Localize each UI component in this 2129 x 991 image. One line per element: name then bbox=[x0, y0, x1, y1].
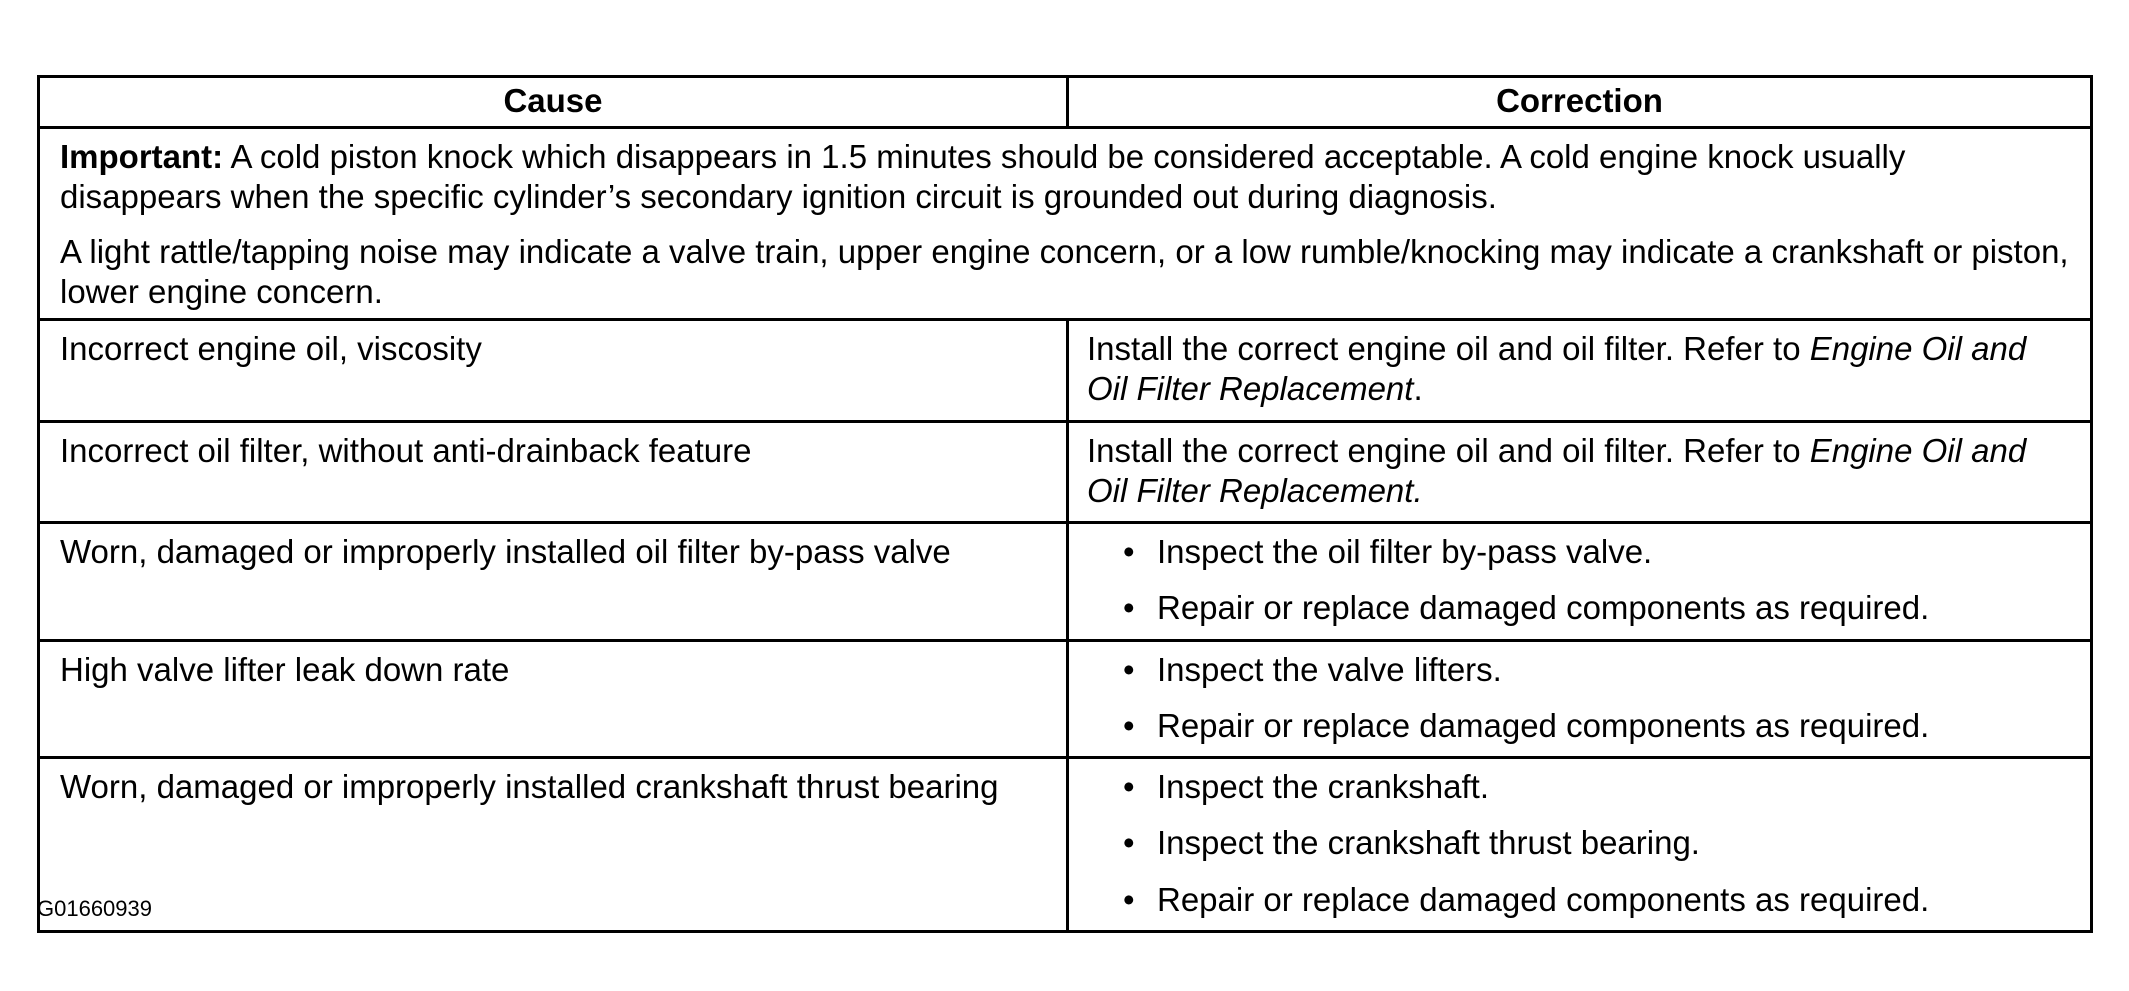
correction-step-text: Inspect the crankshaft thrust bearing. bbox=[1157, 824, 1700, 862]
important-label: Important: bbox=[60, 138, 224, 175]
correction-step-text: Inspect the crankshaft. bbox=[1157, 768, 1490, 805]
correction-step-text: Inspect the oil filter by-pass valve. bbox=[1157, 533, 1653, 570]
important-note-row bbox=[39, 128, 2092, 320]
correction-cell bbox=[1068, 523, 2092, 641]
correction-steps bbox=[1087, 532, 2070, 629]
cause-cell: Worn, damaged or improperly installed crankshaft thrust bearing bbox=[39, 758, 1068, 932]
bullet-icon: • bbox=[1123, 768, 1135, 805]
correction-step bbox=[1087, 532, 2070, 572]
correction-cell bbox=[1068, 640, 2092, 758]
correction-end: . bbox=[1413, 370, 1423, 408]
correction-header: Correction bbox=[1068, 77, 2092, 128]
correction-cell bbox=[1068, 320, 2092, 422]
correction-text: Install the correct engine oil and oil filter. Refer to bbox=[1087, 330, 1810, 367]
correction-step-text: Repair or replace damaged components as required. bbox=[1157, 589, 1930, 627]
correction-step-text: Inspect the valve lifters. bbox=[1157, 650, 1502, 688]
table-row bbox=[39, 758, 2092, 932]
bullet-icon: • bbox=[1123, 589, 1135, 627]
table-row bbox=[39, 523, 2092, 641]
correction-steps bbox=[1087, 650, 2070, 747]
bullet-icon: • bbox=[1123, 650, 1135, 688]
cause-header: Cause bbox=[39, 77, 1068, 128]
correction-step bbox=[1087, 767, 2070, 807]
table-header-row bbox=[39, 77, 2092, 128]
correction-step-text: Repair or replace damaged components as required. bbox=[1157, 880, 1930, 918]
correction-reference: Engine Oil and Oil Filter Replacement. bbox=[1087, 431, 2027, 509]
cause-correction-table bbox=[37, 75, 2093, 933]
cause-cell: High valve lifter leak down rate bbox=[39, 640, 1068, 758]
important-note-text: A cold piston knock which disappears in 1.5 minutes should be considered acceptable. A cold engine knock usually disappears when the specific cylinder’s secondary ignition circuit is grounded out during diagnosis. bbox=[60, 138, 1906, 216]
important-note-paragraph bbox=[60, 137, 2070, 218]
correction-step bbox=[1087, 588, 2070, 628]
bullet-icon: • bbox=[1123, 880, 1135, 918]
correction-cell bbox=[1068, 421, 2092, 523]
correction-step-text: Repair or replace damaged components as required. bbox=[1157, 706, 1930, 744]
correction-step bbox=[1087, 823, 2070, 863]
cause-cell: Worn, damaged or improperly installed oil filter by-pass valve bbox=[39, 523, 1068, 641]
correction-steps bbox=[1087, 767, 2070, 920]
correction-step bbox=[1087, 880, 2070, 920]
table-row bbox=[39, 640, 2092, 758]
correction-text: Install the correct engine oil and oil filter. Refer to bbox=[1087, 431, 1810, 469]
correction-step bbox=[1087, 706, 2070, 746]
correction-cell bbox=[1068, 758, 2092, 932]
table-row bbox=[39, 320, 2092, 422]
figure-id: G01660939 bbox=[37, 896, 152, 921]
correction-step bbox=[1087, 650, 2070, 690]
cause-cell: Incorrect oil filter, without anti-drainback feature bbox=[39, 421, 1068, 523]
correction-reference: Engine Oil and Oil Filter Replacement bbox=[1087, 330, 2027, 408]
bullet-icon: • bbox=[1123, 824, 1135, 862]
bullet-icon: • bbox=[1123, 533, 1135, 570]
bullet-icon: • bbox=[1123, 706, 1135, 744]
table-row bbox=[39, 421, 2092, 523]
cause-cell: Incorrect engine oil, viscosity bbox=[39, 320, 1068, 422]
noise-note-paragraph: A light rattle/tapping noise may indicate a valve train, upper engine concern, or a low rumble/knocking may indicate a crankshaft or piston, lower engine concern. bbox=[60, 232, 2069, 310]
important-note-cell bbox=[39, 128, 2092, 320]
